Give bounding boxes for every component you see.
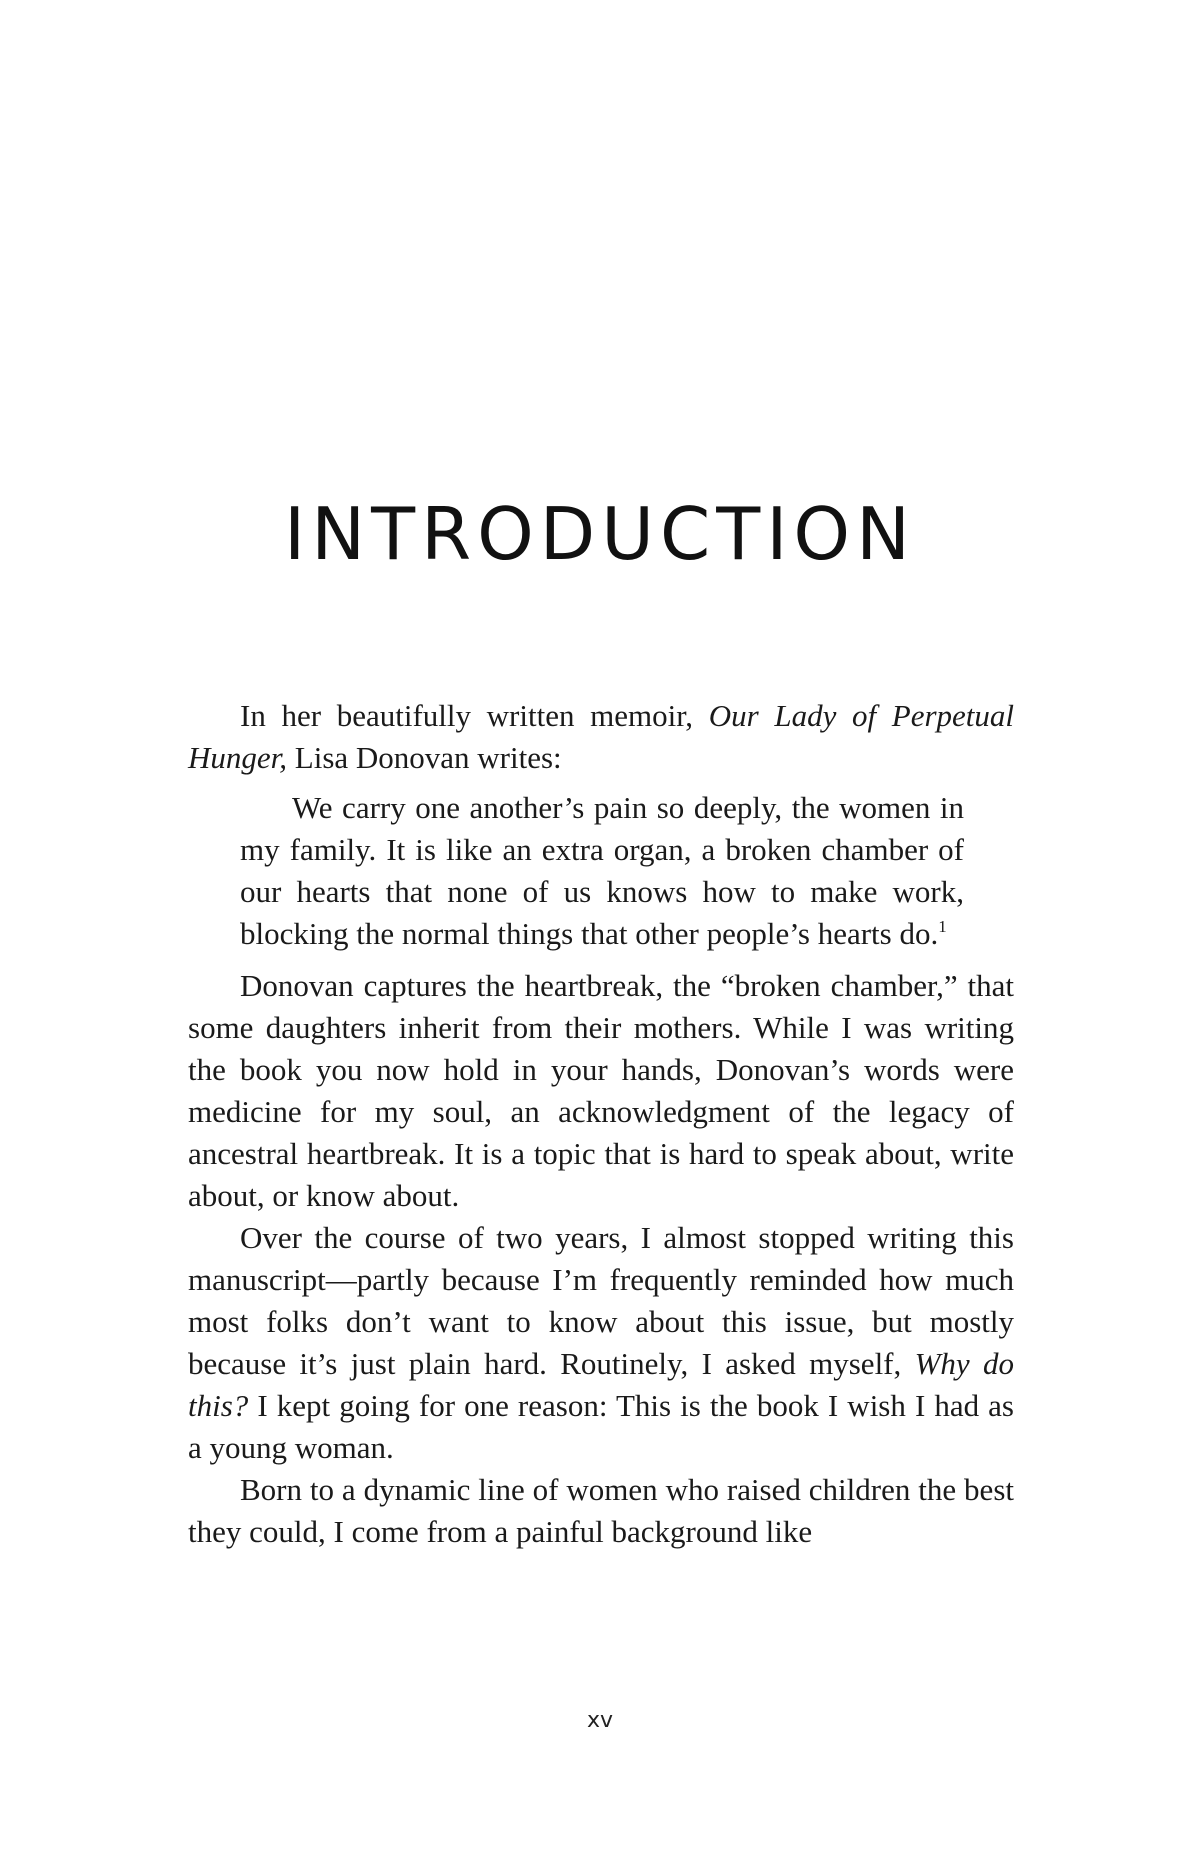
paragraph-1-text: In her beautifully written memoir, [240, 698, 709, 733]
paragraph-1-text-end: Lisa Donovan writes: [287, 740, 562, 775]
body-text [188, 695, 1014, 1553]
question-italic: Why do this? [188, 1346, 1014, 1423]
quote-text: We carry one another’s pain so deeply, the women in my family. It is like an extra organ, a broken chamber of our hearts that none of us knows how to make work, blocking the normal things that other people’s hearts do. [240, 790, 964, 951]
footnote-marker: 1 [938, 917, 947, 936]
book-title-italic: Our Lady of Perpetual Hunger, [188, 698, 1014, 775]
paragraph-1 [188, 695, 1014, 779]
paragraph-3-text: Over the course of two years, I almost stopped writing this manuscript—partly because I’m frequently reminded how much most folks don’t want to know about this issue, but mostly because it’s just plain hard. Routinely, I asked myself, [188, 1220, 1014, 1381]
paragraph-2: Donovan captures the heartbreak, the “broken chamber,” that some daughters inherit from their mothers. While I was writing the book you now hold in your hands, Donovan’s words were medicine for my soul, an acknowledgment of the legacy of ancestral heartbreak. It is a topic that is hard to speak about, write about, or know about. [188, 968, 1014, 1213]
page-number: xv [586, 1708, 614, 1733]
chapter-title: INTRODUCTION [284, 492, 916, 576]
paragraph-3-text-end: I kept going for one reason: This is the book I wish I had as a young woman. [188, 1388, 1014, 1465]
paragraph-4: Born to a dynamic line of women who raised children the best they could, I come from a painful background like [188, 1472, 1014, 1549]
paragraph-3 [188, 1217, 1014, 1469]
block-quote [240, 787, 964, 955]
